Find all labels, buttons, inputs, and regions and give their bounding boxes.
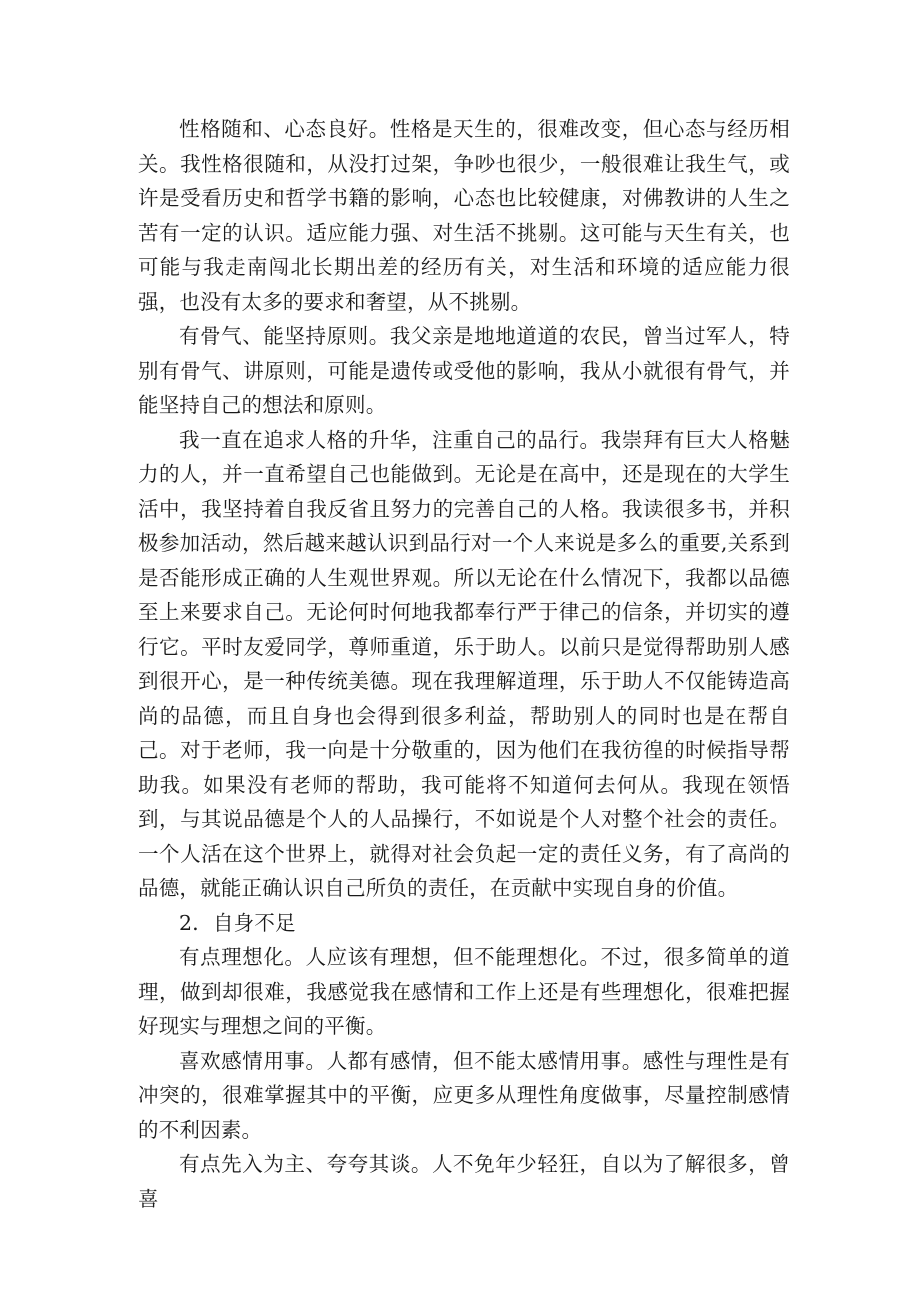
document-body [138, 112, 790, 1216]
paragraph-backbone: 有骨气、能坚持原则。我父亲是地地道道的农民，曾当过军人，特别有骨气、讲原则，可能是遗传或受他的影响，我从小就很有骨气，并能坚持自己的想法和原则。 [138, 324, 790, 417]
paragraph-character: 我一直在追求人格的升华，注重自己的品行。我崇拜有巨大人格魅力的人，并一直希望自己也能做到。无论是在高中，还是现在的大学生活中，我坚持着自我反省且努力的完善自己的人格。我读很多书，并积极参加活动，然后越来越认识到品行对一个人来说是多么的重要,关系到是否能形成正确的人生观世界观。所以无论在什么情况下，我都以品德至上来要求自己。无论何时何地我都奉行严于律己的信条，并切实的遵行它。平时友爱同学，尊师重道，乐于助人。以前只是觉得帮助别人感到很开心，是一种传统美德。现在我理解道理，乐于助人不仅能铸造高尚的品德，而且自身也会得到很多利益，帮助别人的同时也是在帮自己。对于老师，我一向是十分敬重的，因为他们在我彷徨的时候指导帮助我。如果没有老师的帮助，我可能将不知道何去何从。我现在领悟到，与其说品德是个人的人品操行，不如说是个人对整个社会的责任。一个人活在这个世界上，就得对社会负起一定的责任义务，有了高尚的品德，就能正确认识自己所负的责任，在贡献中实现自身的价值。 [138, 427, 790, 900]
paragraph-idealistic: 有点理想化。人应该有理想，但不能理想化。不过，很多简单的道理，做到却很难，我感觉我在感情和工作上还是有些理想化，很难把握好现实与理想之间的平衡。 [138, 945, 790, 1038]
paragraph-preconceived: 有点先入为主、夸夸其谈。人不免年少轻狂，自以为了解很多，曾喜 [138, 1152, 790, 1211]
section-heading-shortcomings: 2．自身不足 [179, 910, 296, 935]
paragraph-emotional: 喜欢感情用事。人都有感情，但不能太感情用事。感性与理性是有冲突的，很难掌握其中的平衡，应更多从理性角度做事，尽量控制感情的不利因素。 [138, 1048, 790, 1142]
paragraph-personality: 性格随和、心态良好。性格是天生的，很难改变，但心态与经历相关。我性格很随和，从没打过架，争吵也很少，一般很难让我生气，或许是受看历史和哲学书籍的影响，心态也比较健康，对佛教讲的人生之苦有一定的认识。适应能力强、对生活不挑剔。这可能与天生有关，也可能与我走南闯北长期出差的经历有关，对生活和环境的适应能力很强，也没有太多的要求和奢望，从不挑剔。 [138, 117, 790, 314]
